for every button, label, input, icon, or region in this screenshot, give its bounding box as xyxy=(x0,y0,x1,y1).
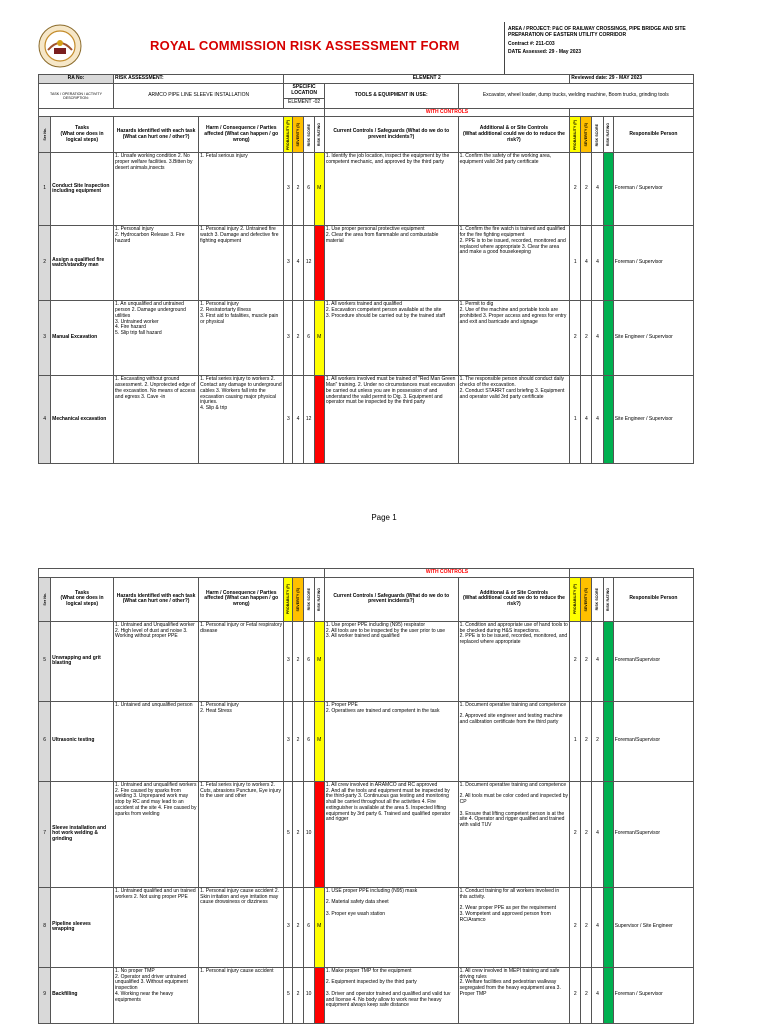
risk-rating-cell: H xyxy=(314,226,324,301)
col-risk-rating: RISK RATING xyxy=(317,123,322,147)
col-ser-no: Ser No. xyxy=(42,128,47,142)
probability-cell: 3 xyxy=(284,226,293,301)
col-tasks-p2: Tasks (What one does in logical steps) xyxy=(51,577,114,621)
column-headers xyxy=(39,117,694,153)
severity-after-cell: 2 xyxy=(581,781,592,887)
risk-score-after-cell: 4 xyxy=(592,226,603,301)
current-controls-cell: 1. Proper PPE 2. Operatives are trained and competent in the task xyxy=(324,701,458,781)
task-desc-label: TASK / OPERATION / ACTIVITY DESCRIPTION: xyxy=(39,84,114,109)
additional-controls-cell: 1. Conduct training for all workers involved in this activity. 2. Wear proper PPE as per the requirement 3. Wompetent and approved person from RC/Aramco xyxy=(458,887,570,967)
harm-cell: 1. Fetal serious injury xyxy=(199,153,284,226)
additional-controls-cell: 1. Confirm the fire watch is trained and qualified for the fire fighting equipment 2. PPE is to be issued, recorded, monitored and replaced where appropriate 3. Clear the area and make a good housekeeping xyxy=(458,226,570,301)
harm-cell: 1. Personal injury 2. Untrained fire watch 3. Damage and defective fire fighting equipment xyxy=(199,226,284,301)
probability-after-cell: 2 xyxy=(570,887,581,967)
table-row xyxy=(39,376,694,464)
table-row xyxy=(39,967,694,1023)
ser-no-cell: 6 xyxy=(39,701,51,781)
task-cell: Unwrapping and grit blasting xyxy=(51,621,114,701)
area-project: AREA / PROJECT: P&C OF RAILWAY CROSSINGS, PIPE BRIDGE AND SITE PREPARATION OF EASTERN UTILITY CORRIDOR xyxy=(508,26,686,39)
col-risk-rating-p2: RISK RATING xyxy=(317,587,322,611)
probability-cell: 3 xyxy=(284,376,293,464)
tools-list: Excavator, wheel loader, dump trucks, welding machine, Boom trucks, grinding tools xyxy=(458,84,693,109)
probability-cell: 3 xyxy=(284,301,293,376)
risk-rating-after-cell: L xyxy=(603,301,613,376)
probability-cell: 3 xyxy=(284,153,293,226)
risk-score-after-cell: 4 xyxy=(592,887,603,967)
ser-no-cell: 3 xyxy=(39,301,51,376)
current-controls-cell: 1. Use proper personal protective equipment 2. Clear the area from flammable and combustable material xyxy=(324,226,458,301)
form-title: ROYAL COMMISSION RISK ASSESSMENT FORM xyxy=(150,38,460,53)
table-row xyxy=(39,887,694,967)
current-controls-cell: 1. Identify the job location, inspect the equipment by the competent mechanic, and approved by the third party xyxy=(324,153,458,226)
risk-rating-after-cell: L xyxy=(603,781,613,887)
table-row xyxy=(39,701,694,781)
task-cell: Assign a qualified fire watch/standby man xyxy=(51,226,114,301)
harm-cell: 1. Personal injury 2. Heat Stress xyxy=(199,701,284,781)
table-row xyxy=(39,781,694,887)
hazards-cell: 1. Unsafe working condition 2. No proper welfare facilities. 3.Bitten by desert animals,insects xyxy=(114,153,199,226)
risk-rating-cell: M xyxy=(314,621,324,701)
ser-no-cell: 4 xyxy=(39,376,51,464)
specific-location-label: SPECIFIC LOCATION xyxy=(284,84,325,99)
risk-rating-cell: M xyxy=(314,153,324,226)
specific-location: ELEMENT -02 xyxy=(284,98,325,108)
col-tasks: Tasks (What one does in logical steps) xyxy=(51,117,114,153)
hazards-cell: 1. Personal injury 2. Hydrocarbon Release 3. Fire hazard xyxy=(114,226,199,301)
ra-no-label: RA No: xyxy=(39,75,114,84)
probability-after-cell: 2 xyxy=(570,967,581,1023)
probability-cell: 3 xyxy=(284,887,293,967)
severity-after-cell: 2 xyxy=(581,301,592,376)
page-number: Page 1 xyxy=(371,513,397,522)
additional-controls-cell: 1. Condition and appropriate use of hand tools to be checked during H&S inspections. 2. PPE is to be issued, recorded, monitored, and replaced where appropriate xyxy=(458,621,570,701)
severity-after-cell: 4 xyxy=(581,376,592,464)
severity-cell: 2 xyxy=(293,887,303,967)
risk-score-cell: 6 xyxy=(303,701,314,781)
col-severity-2: SEVERITY (S) xyxy=(584,123,589,147)
risk-rating-after-cell: L xyxy=(603,701,613,781)
severity-cell: 2 xyxy=(293,621,303,701)
hazards-cell: 1. Untained and unqualified person xyxy=(114,701,199,781)
risk-table-page-1 xyxy=(38,74,694,464)
page-1-rows xyxy=(39,153,694,464)
project-info xyxy=(508,26,694,57)
table-row xyxy=(39,301,694,376)
table-row xyxy=(39,621,694,701)
risk-score-cell: 12 xyxy=(303,376,314,464)
col-harm: Harm / Consequence / Parties affected (What can happen / go wrong) xyxy=(199,117,284,153)
risk-score-after-cell: 4 xyxy=(592,621,603,701)
form-header xyxy=(38,22,694,72)
probability-cell: 5 xyxy=(284,781,293,887)
responsible-cell: Foreman / Supervisor xyxy=(613,967,693,1023)
severity-cell: 2 xyxy=(293,967,303,1023)
contract-number: Contract #: 211-C03 xyxy=(508,40,555,47)
risk-rating-cell: H xyxy=(314,376,324,464)
risk-rating-cell: H xyxy=(314,781,324,887)
task-cell: Conduct Site Inspection including equipment xyxy=(51,153,114,226)
ser-no-cell: 1 xyxy=(39,153,51,226)
risk-score-after-cell: 4 xyxy=(592,967,603,1023)
risk-rating-after-cell: L xyxy=(603,887,613,967)
col-ser-no-p2: Ser No. xyxy=(42,592,47,606)
col-responsible-p2: Responsible Person xyxy=(613,577,693,621)
harm-cell: 1. Personal injury or Fetal respiratory disease xyxy=(199,621,284,701)
royal-commission-logo-icon xyxy=(38,24,82,68)
col-severity: SEVERITY (S) xyxy=(295,123,300,147)
severity-cell: 4 xyxy=(293,376,303,464)
responsible-cell: Site Engineer / Supervisor xyxy=(613,376,693,464)
risk-score-cell: 6 xyxy=(303,153,314,226)
hazards-cell: 1. No proper TMP 2. Operator and driver untrained unqualified 3. Without equipment inspection 4. Working near the heavy equipments xyxy=(114,967,199,1023)
probability-after-cell: 2 xyxy=(570,781,581,887)
col-hazards-p2: Hazards identified with each task (What can hurt one / other?) xyxy=(114,577,199,621)
risk-score-after-cell: 4 xyxy=(592,153,603,226)
severity-after-cell: 2 xyxy=(581,967,592,1023)
additional-controls-cell: 1. Confirm the safety of the working area, equipment valid 3rd party certificate xyxy=(458,153,570,226)
element-title: ELEMENT 2 xyxy=(284,75,570,84)
col-risk-score-2-p2: RISK SCORE xyxy=(595,588,600,611)
probability-after-cell: 2 xyxy=(570,153,581,226)
col-responsible: Responsible Person xyxy=(613,117,693,153)
current-controls-cell: 1. All workers trained and qualified 2. Excavation competent person available at the site 3. Procedure should be carried out by the trained staff xyxy=(324,301,458,376)
hazards-cell: 1. Untrained qualified and un trained workers 2. Not using proper PPE xyxy=(114,887,199,967)
ser-no-cell: 7 xyxy=(39,781,51,887)
col-risk-score-2: RISK SCORE xyxy=(595,123,600,146)
with-controls-label: WITH CONTROLS xyxy=(324,108,569,117)
responsible-cell: Foreman / Supervisor xyxy=(613,153,693,226)
risk-score-cell: 6 xyxy=(303,301,314,376)
current-controls-cell: 1. All workers involved must be trained of "Red Man Green Man" training. 2. Under no circumstances must excavation be carried out unless you are in possession of and understand the valid permit to Dig. 3. Equipment and operator must be inspected by the third party xyxy=(324,376,458,464)
reviewed-date: Reviewed date: 29 - MAY 2023 xyxy=(570,75,694,84)
column-headers-p2 xyxy=(39,577,694,621)
severity-cell: 2 xyxy=(293,701,303,781)
table-row xyxy=(39,153,694,226)
risk-score-cell: 6 xyxy=(303,887,314,967)
col-hazards: Hazards identified with each task (What can hurt one / other?) xyxy=(114,117,199,153)
risk-rating-cell: M xyxy=(314,887,324,967)
risk-assessment-label: RISK ASSESSMENT: xyxy=(114,75,284,84)
additional-controls-cell: 1. Permit to dig 2. Use of the machine and portable tools are prohibited 3. Proper access and egress for entry and exit and barricade and signage xyxy=(458,301,570,376)
tools-label: TOOLS & EQUIPMENT IN USE: xyxy=(324,84,458,109)
col-current-controls-p2: Current Controls / Safeguards (What do we do to prevent incidents?) xyxy=(324,577,458,621)
table-row xyxy=(39,226,694,301)
responsible-cell: Foreman/Supervisor xyxy=(613,701,693,781)
risk-rating-after-cell: L xyxy=(603,967,613,1023)
probability-cell: 3 xyxy=(284,621,293,701)
ser-no-cell: 5 xyxy=(39,621,51,701)
severity-after-cell: 2 xyxy=(581,621,592,701)
harm-cell: 1. Fetal series injury to workers 2. Cuts, abrasions Puncture, Eye injury to the user and other xyxy=(199,781,284,887)
col-probability-2: PROBABILITY (P) xyxy=(573,119,578,150)
task-cell: Sleeve installation and hot work welding & grinding xyxy=(51,781,114,887)
risk-score-after-cell: 2 xyxy=(592,701,603,781)
col-additional-controls-p2: Additional & or Site Controls (What additional could we do to reduce the risk?) xyxy=(458,577,570,621)
col-probability-2-p2: PROBABILITY (P) xyxy=(573,584,578,615)
harm-cell: 1. Personal injury cause accident xyxy=(199,967,284,1023)
task-cell: Mechanical excavation xyxy=(51,376,114,464)
risk-score-cell: 10 xyxy=(303,967,314,1023)
current-controls-cell: 1. Make proper TMP for the equipment 2. Equipment inspected by the third party 3. Driver and operator trained and qualified and valid tuv and license 4. No body allow to work near the heavy equipment always keep safe distance xyxy=(324,967,458,1023)
col-risk-rating-2: RISK RATING xyxy=(606,123,611,147)
task-cell: Ultrasonic testing xyxy=(51,701,114,781)
risk-score-cell: 10 xyxy=(303,781,314,887)
harm-cell: 1. Personal injury cause accident 2. Skin irritation and eye irritation may cause drowsiness or dizziness xyxy=(199,887,284,967)
col-risk-score: RISK SCORE xyxy=(306,123,311,146)
responsible-cell: Foreman / Supervisor xyxy=(613,226,693,301)
ser-no-cell: 8 xyxy=(39,887,51,967)
page-2-rows xyxy=(39,621,694,1023)
hazards-cell: 1. Excavating without ground assessment. 2. Unprotected edge of the excavation. No means of access and egress 3. Cave -in xyxy=(114,376,199,464)
harm-cell: 1. Fetal series injury to workers 2. Contact any damage to underground cables 3. Workers fall into the excavation causing major physical injuries. 4. Slip & trip xyxy=(199,376,284,464)
severity-after-cell: 2 xyxy=(581,701,592,781)
col-probability: PROBABILITY (P) xyxy=(286,119,291,150)
col-severity-2-p2: SEVERITY (S) xyxy=(584,587,589,611)
harm-cell: 1. Personal injury 2. Resiratortarty illness 3. First aid to fatalities, muscle pain or physical xyxy=(199,301,284,376)
col-probability-p2: PROBABILITY (P) xyxy=(286,584,291,615)
additional-controls-cell: 1. All crew involved in MEPI training and safe driving rules 2. Welfare facilities and pedestrian walkway segregated from the heavy equipment area 3. Proper TMP xyxy=(458,967,570,1023)
risk-rating-cell: H xyxy=(314,967,324,1023)
col-additional-controls: Additional & or Site Controls (What additional could we do to reduce the risk?) xyxy=(458,117,570,153)
risk-table-page-2 xyxy=(38,568,694,1024)
probability-after-cell: 1 xyxy=(570,701,581,781)
probability-after-cell: 2 xyxy=(570,301,581,376)
responsible-cell: Site Engineer / Supervisor xyxy=(613,301,693,376)
responsible-cell: Supervisor / Site Engineer xyxy=(613,887,693,967)
risk-score-after-cell: 4 xyxy=(592,781,603,887)
col-severity-p2: SEVERITY (S) xyxy=(295,587,300,611)
col-current-controls: Current Controls / Safeguards (What do we do to prevent incidents?) xyxy=(324,117,458,153)
hazards-cell: 1. Untrained and Unqualified worker 2. High level of dust and noise 3. Working without proper PPE xyxy=(114,621,199,701)
risk-score-after-cell: 4 xyxy=(592,376,603,464)
current-controls-cell: 1. USE proper PPE including (N95) mask 2. Material safety data sheet 3. Proper eye wash station xyxy=(324,887,458,967)
risk-score-after-cell: 4 xyxy=(592,301,603,376)
severity-cell: 4 xyxy=(293,226,303,301)
probability-cell: 3 xyxy=(284,701,293,781)
risk-rating-after-cell: L xyxy=(603,226,613,301)
risk-rating-after-cell: L xyxy=(603,621,613,701)
risk-rating-cell: M xyxy=(314,301,324,376)
date-assessed: DATE Assessed: 29 - May 2023 xyxy=(508,48,582,55)
severity-after-cell: 2 xyxy=(581,887,592,967)
probability-cell: 5 xyxy=(284,967,293,1023)
col-harm-p2: Harm / Consequence / Parties affected (What can happen / go wrong) xyxy=(199,577,284,621)
additional-controls-cell: 1. Document operative training and competence 2. Approved site engineer and testing machine and calibration certificate from the third party xyxy=(458,701,570,781)
risk-score-cell: 12 xyxy=(303,226,314,301)
task-desc: ARMCO PIPE LINE SLEEVE INSTALLATION xyxy=(114,84,284,109)
col-risk-score-p2: RISK SCORE xyxy=(306,588,311,611)
col-risk-rating-2-p2: RISK RATING xyxy=(606,587,611,611)
header-divider xyxy=(504,22,505,74)
severity-after-cell: 2 xyxy=(581,153,592,226)
probability-after-cell: 2 xyxy=(570,621,581,701)
responsible-cell: Foreman/Supervisor xyxy=(613,781,693,887)
responsible-cell: Foreman/Supervisor xyxy=(613,621,693,701)
task-cell: Pipeline sleeves wrapping xyxy=(51,887,114,967)
risk-rating-after-cell: L xyxy=(603,153,613,226)
hazards-cell: 1. Untrained and unqualified workers 2. Fire caused by sparks from welding 3. Unprepared work may stop by RC and may lead to an accident at the site 4. Fire caused by sparks from welding xyxy=(114,781,199,887)
with-controls-label-p2: WITH CONTROLS xyxy=(324,569,569,578)
ser-no-cell: 9 xyxy=(39,967,51,1023)
risk-score-cell: 6 xyxy=(303,621,314,701)
current-controls-cell: 1. Use proper PPE including (N95) respirator 2. All tools are to be inspected by the user prior to use 3. All worker trained and qualified xyxy=(324,621,458,701)
probability-after-cell: 1 xyxy=(570,226,581,301)
hazards-cell: 1. An unqualified and untrained person 2. Damage underground utilities 3. Untrained worker 4. Fire hazard 5. Slip trip fall hazard xyxy=(114,301,199,376)
probability-after-cell: 1 xyxy=(570,376,581,464)
ser-no-cell: 2 xyxy=(39,226,51,301)
additional-controls-cell: 1. Document operative training and competence 2. All tools must be color coded and inspected by CP 3. Ensure that lifting competent person is at the site 4. Operator and rigger qualified and trained with valid TUV xyxy=(458,781,570,887)
risk-rating-cell: M xyxy=(314,701,324,781)
additional-controls-cell: 1. The responsible person should conduct daily checks of the excavation. 2. Conduct STARRT card briefing 3. Equipment and operator valid 3rd party certificate xyxy=(458,376,570,464)
severity-cell: 2 xyxy=(293,301,303,376)
severity-after-cell: 4 xyxy=(581,226,592,301)
severity-cell: 2 xyxy=(293,781,303,887)
task-cell: Backfilling xyxy=(51,967,114,1023)
risk-rating-after-cell: L xyxy=(603,376,613,464)
task-cell: Manual Excavation xyxy=(51,301,114,376)
severity-cell: 2 xyxy=(293,153,303,226)
current-controls-cell: 1. All crew involved in ARAMCO and RC approved 2. And all the tools and equipment must be inspected by the third-party 3. Continuous gas testing and monitoring shall be carried throughout all the activities 4. Fire extinguisher is available at the area 5. Inspected lifting equipment by 3rd party 6. Trained and qualified operator and rigger xyxy=(324,781,458,887)
